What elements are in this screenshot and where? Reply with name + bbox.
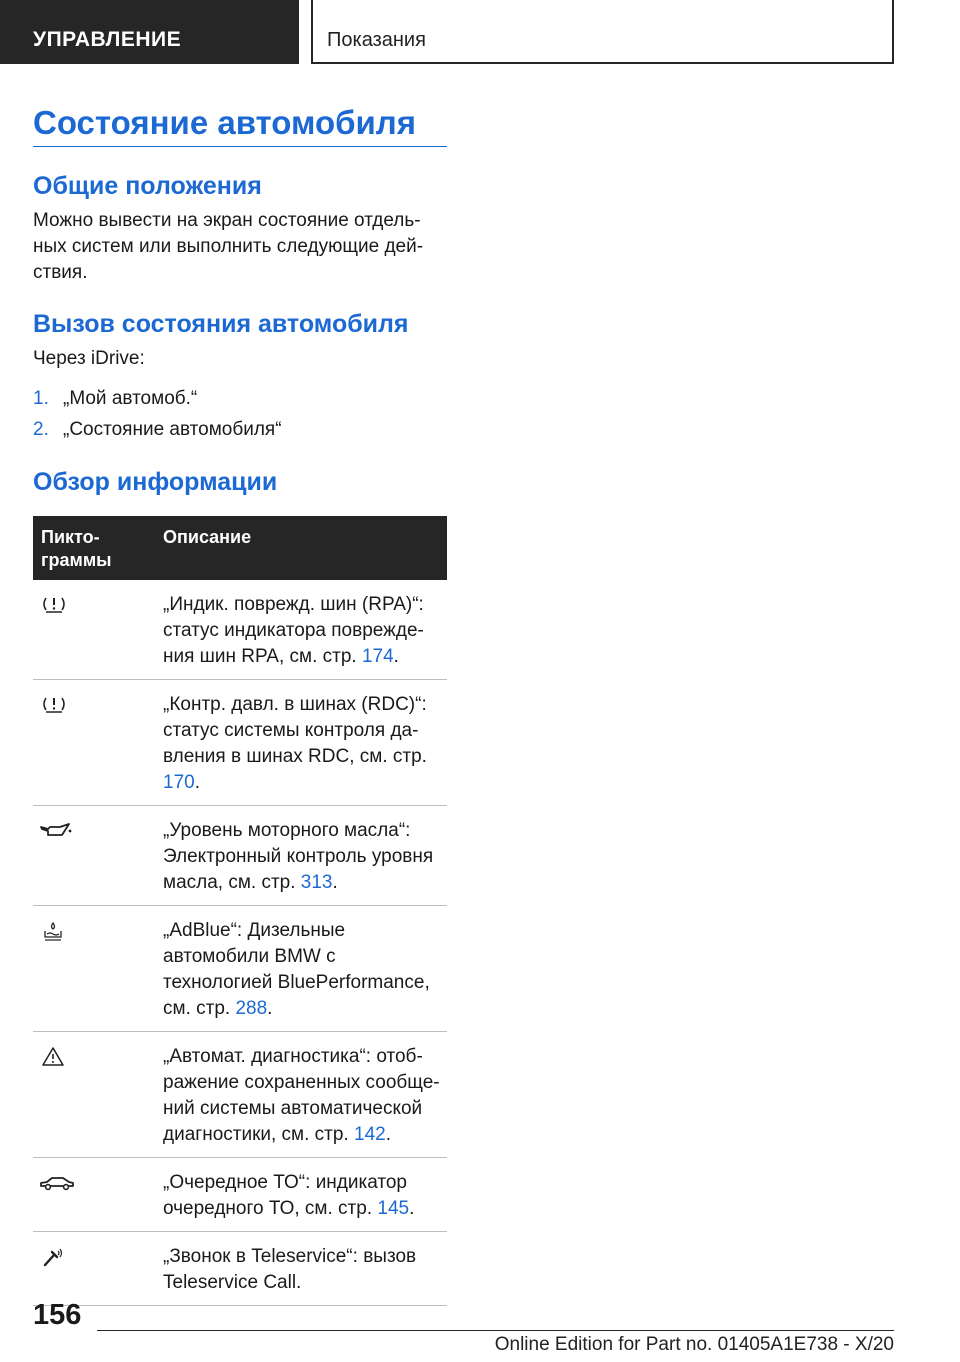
service-car-icon	[39, 1172, 75, 1194]
column-header-pictograms: Пикто- граммы	[41, 527, 112, 570]
header-section-label: УПРАВЛЕНИЕ	[33, 28, 182, 51]
step-item	[33, 417, 282, 443]
page-title: Состояние автомобиля	[33, 104, 417, 141]
row-description: „Контр. давл. в шинах (RDC)“: статус системы контроля да-вления в шинах RDC, см. стр. 170.	[163, 694, 427, 793]
step-text: „Мой автомоб.“	[63, 388, 198, 409]
row-description: „Индик. поврежд. шин (RPA)“: статус индикатора поврежде-ния шин RPA, см. стр. 174.	[163, 594, 424, 667]
table-row	[33, 1032, 447, 1158]
oil-can-icon	[39, 820, 73, 842]
step-number: 1.	[33, 388, 49, 409]
footer-divider	[97, 1330, 894, 1331]
step-item	[33, 386, 197, 412]
table-row	[33, 906, 447, 1032]
overview-heading: Обзор информации	[33, 468, 278, 496]
page-link[interactable]: 142	[354, 1124, 386, 1145]
general-text: Можно вывести на экран состояние отдель-ных систем или выполнить следующие дей-ствия.	[33, 210, 424, 283]
page-link[interactable]: 288	[235, 998, 268, 1019]
adblue-icon	[39, 920, 69, 942]
row-description: „Звонок в Teleservice“: вызов Teleservice Call.	[163, 1246, 417, 1293]
table-header	[33, 516, 447, 580]
row-description: „AdBlue“: Дизельные автомобили BMW с технологией BluePerformance, см. стр. 288.	[163, 920, 430, 1019]
header-section-tab	[0, 0, 299, 64]
row-description: „Очередное ТО“: индикатор очередного ТО, см. стр. 145.	[163, 1172, 415, 1219]
column-header-description: Описание	[163, 527, 252, 547]
table-row	[33, 580, 447, 680]
table-row	[33, 806, 447, 906]
step-number: 2.	[33, 419, 49, 440]
header-subsection-tab	[311, 0, 894, 64]
header-subsection-label: Показания	[327, 29, 426, 51]
call-intro: Через iDrive:	[33, 348, 145, 369]
general-heading: Общие положения	[33, 172, 262, 200]
footer-edition: Online Edition for Part no. 01405A1E738 - X/20	[494, 1334, 894, 1355]
page-link[interactable]: 174	[361, 646, 394, 667]
teleservice-icon	[39, 1246, 69, 1268]
page-link[interactable]: 170	[163, 772, 195, 793]
table-row	[33, 680, 447, 806]
pictogram-table	[33, 516, 447, 1306]
page-number: 156	[33, 1299, 82, 1331]
warning-triangle-icon	[39, 1046, 69, 1068]
table-row	[33, 1158, 447, 1232]
tire-pressure-icon	[39, 694, 69, 716]
page-link[interactable]: 145	[377, 1198, 410, 1219]
row-description: „Уровень моторного масла“: Электронный контроль уровня масла, см. стр. 313.	[163, 820, 434, 893]
page-link[interactable]: 313	[300, 872, 333, 893]
tire-warning-icon	[39, 594, 69, 616]
step-text: „Состояние автомобиля“	[63, 419, 282, 440]
call-heading: Вызов состояния автомобиля	[33, 310, 409, 338]
table-row	[33, 1232, 447, 1306]
title-divider	[33, 146, 447, 147]
row-description: „Автомат. диагностика“: отоб-ражение сохраненных сообще-ний системы автоматической диагностики, см. стр. 142.	[163, 1046, 440, 1145]
